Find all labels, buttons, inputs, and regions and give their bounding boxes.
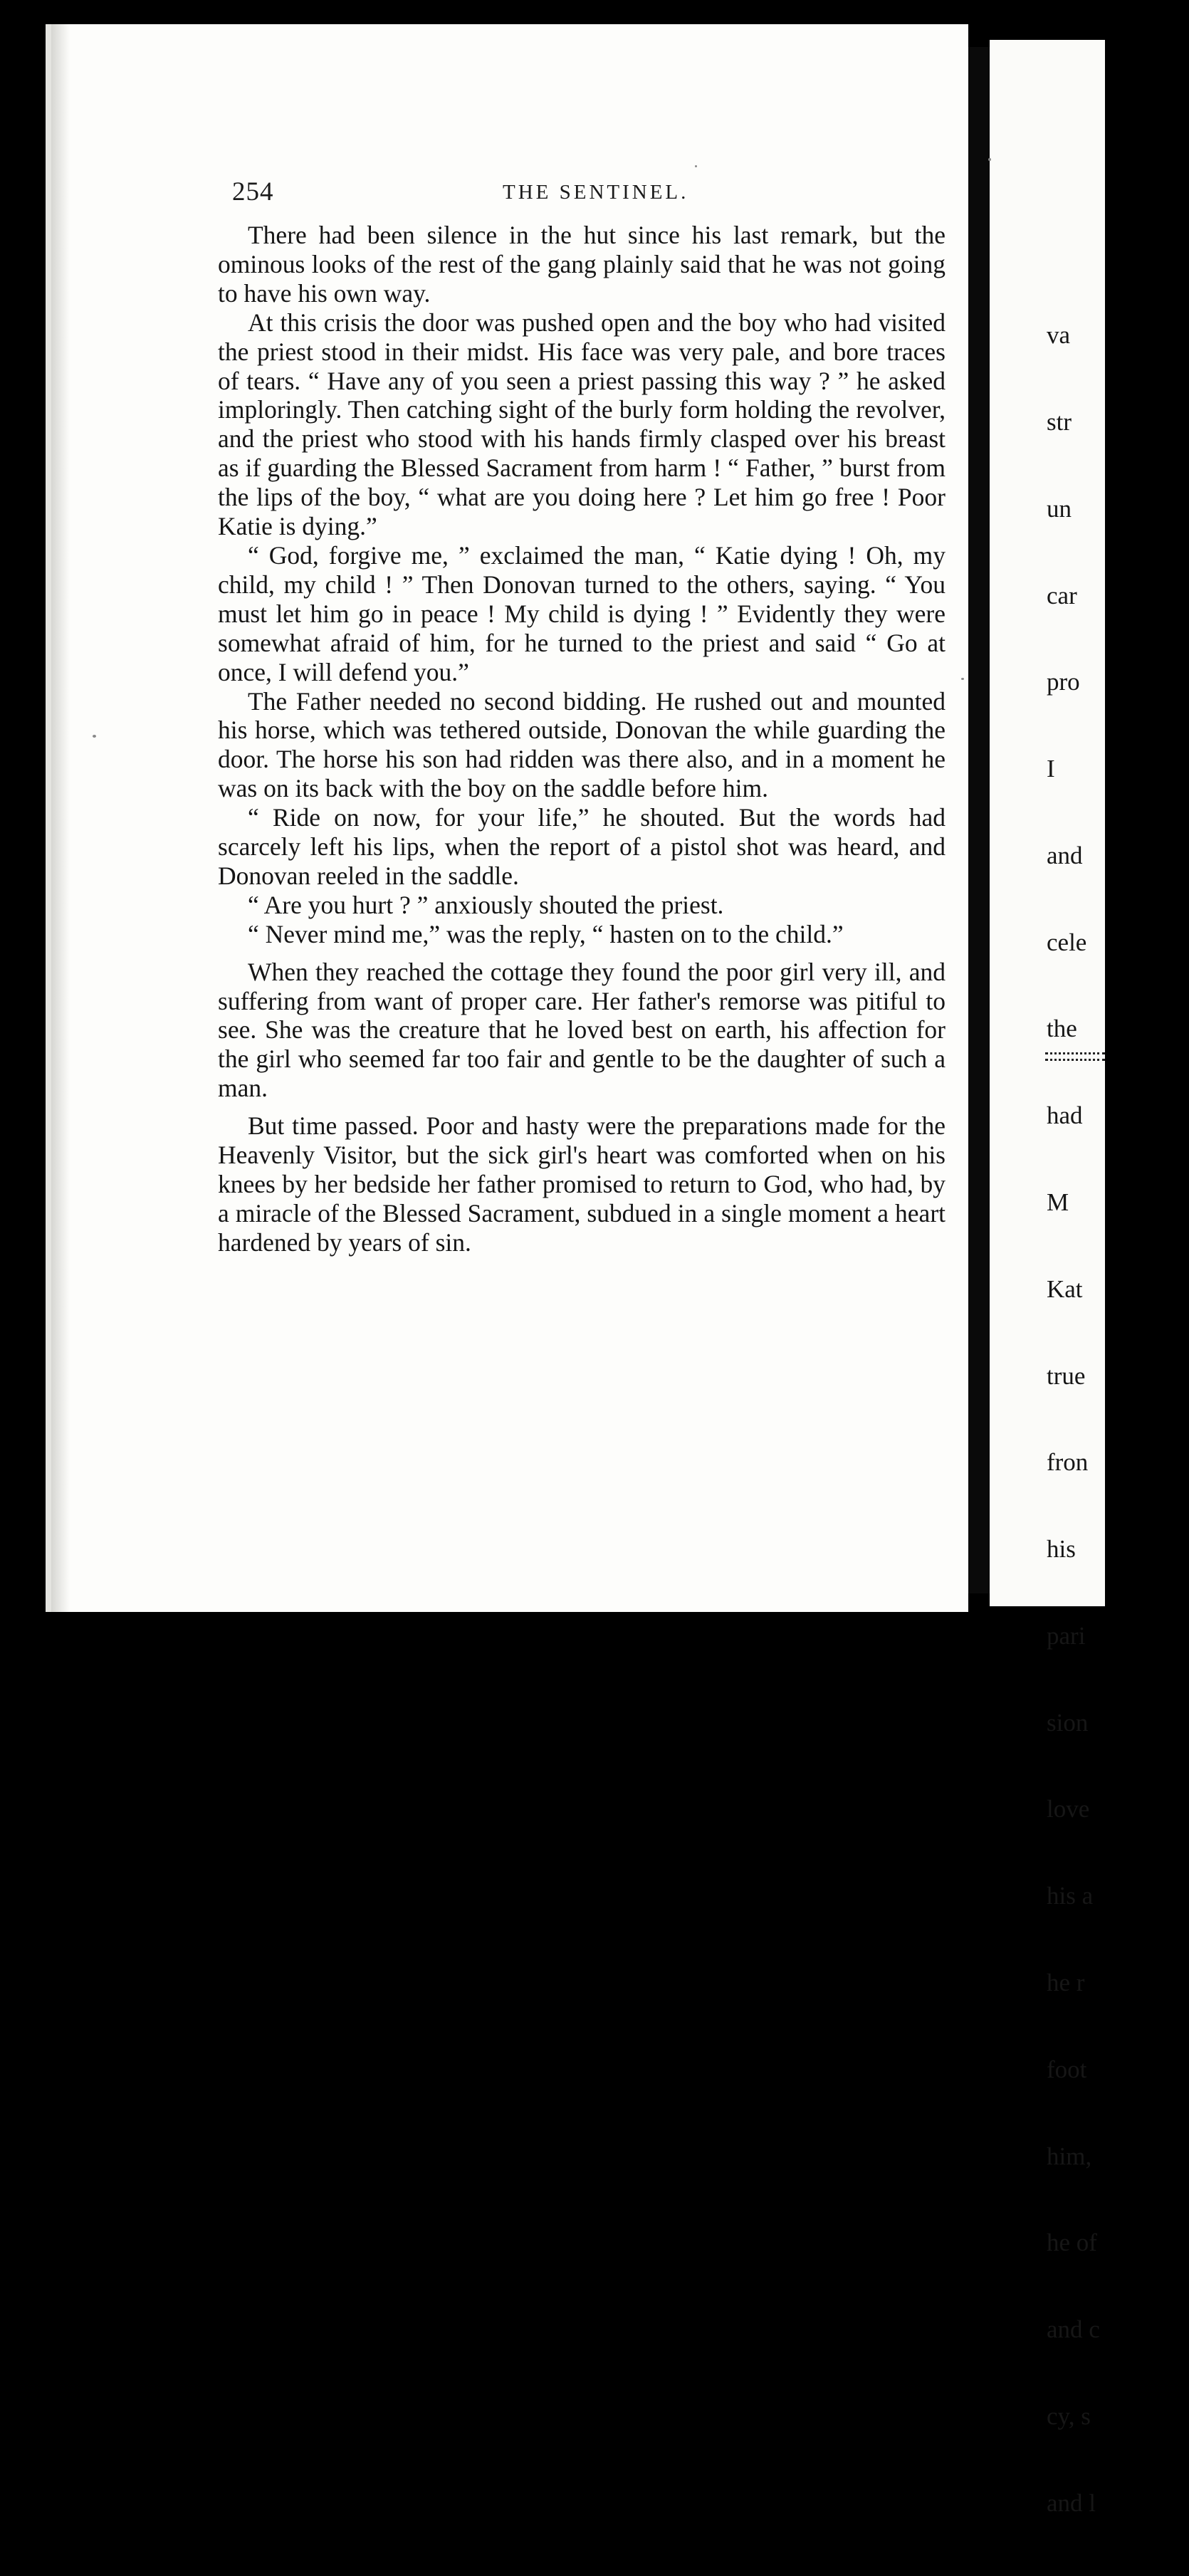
facing-line: va — [1047, 321, 1071, 350]
facing-line: pro — [1047, 668, 1080, 696]
facing-line: his — [1047, 1535, 1076, 1564]
paper-speck — [988, 158, 991, 161]
facing-line: pari — [1047, 1621, 1086, 1650]
facing-line: had — [1047, 1101, 1083, 1130]
facing-line: car — [1047, 581, 1077, 609]
page-header — [232, 177, 951, 211]
paragraph: “ Ride on now, for your life,” he shouted. But the words had scarcely left his lips, when the report of a pistol shot was heard, and Donovan reeled in the saddle. — [218, 803, 946, 890]
facing-line: cele — [1047, 928, 1087, 956]
paragraph: “ Never mind me,” was the reply, “ hasten on to the child.” — [248, 919, 844, 948]
paragraph: When they reached the cottage they found the poor girl very ill, and suffering from want of proper care. Her father's remorse was pitiful to see. She was the creature that he loved best on earth, his affection for the girl who seemed far too fair and gentle to be the daughter of such a man. — [218, 957, 946, 1103]
facing-line: un — [1047, 494, 1072, 523]
facing-line: sion — [1047, 1708, 1089, 1737]
facing-line: M — [1047, 1188, 1069, 1216]
paragraph: There had been silence in the hut since his last remark, but the ominous looks of the rest of the gang plainly said that he was not going to have his own way. — [218, 221, 946, 308]
facing-line: him, — [1047, 2142, 1092, 2170]
article-body — [218, 221, 946, 1257]
facing-line: true — [1047, 1361, 1086, 1390]
paragraph: The Father needed no second bidding. He rushed out and mounted his horse, which was tethered outside, Donovan the while guarding the door. The horse his son had ridden was there also, and in a moment he was on its back with the boy on the saddle before him. — [218, 686, 946, 803]
facing-line: and l — [1047, 2488, 1096, 2517]
paper-speck — [93, 735, 96, 738]
running-title: THE SENTINEL. — [503, 181, 689, 204]
paragraph: “ Are you hurt ? ” anxiously shouted the priest. — [248, 890, 724, 919]
facing-line: cy, s — [1047, 2402, 1091, 2430]
paper-speck — [961, 678, 964, 680]
book-gutter — [968, 47, 990, 1593]
paragraph: But time passed. Poor and hasty were the preparations made for the Heavenly Visitor, but the sick girl's heart was comforted when on his knees by her bedside her father promised to return to God, who had, by a miracle of the Blessed Sacrament, subdued in a single moment a heart hardened by years of sin. — [218, 1111, 946, 1257]
paragraph: At this crisis the door was pushed open and the boy who had visited the priest stood in their midst. His face was very pale, and bore traces of tears. “ Have any of you seen a priest passing this way ? ” he asked imploringly. Then catching sight of the burly form holding the revolver, and the priest who stood with his hands firmly clasped over his breast as if guarding the Blessed Sacrament from harm ! “ Father, ” burst from the lips of the boy, “ what are you doing here ? Let him go free ! Poor Katie is dying.” — [218, 308, 946, 541]
facing-line: he r — [1047, 1969, 1085, 1997]
paragraph: “ God, forgive me, ” exclaimed the man, “ Katie dying ! Oh, my child, my child ! ” Then Donovan turned to the others, saying. “ You must let him go in peace ! My child is dying ! ” Evidently they were somewhat afraid of him, for he turned to the priest and said “ Go at once, I will defend you.” — [218, 540, 946, 686]
facing-line: foot — [1047, 2055, 1087, 2083]
facing-page-text — [1047, 263, 1189, 2576]
facing-line: I — [1047, 755, 1055, 783]
facing-line: fron — [1047, 1448, 1089, 1477]
facing-line: and — [1047, 841, 1083, 869]
facing-line: and c — [1047, 2315, 1100, 2344]
paper-speck — [695, 165, 697, 167]
facing-line: he of — [1047, 2229, 1097, 2257]
ornamental-rule — [1045, 1052, 1105, 1061]
facing-line: Kat — [1047, 1274, 1083, 1303]
facing-line: str — [1047, 407, 1072, 436]
facing-line: his a — [1047, 1882, 1094, 1910]
facing-line: love — [1047, 1795, 1090, 1823]
facing-line: the — [1047, 1015, 1077, 1043]
page-number: 254 — [232, 177, 274, 206]
